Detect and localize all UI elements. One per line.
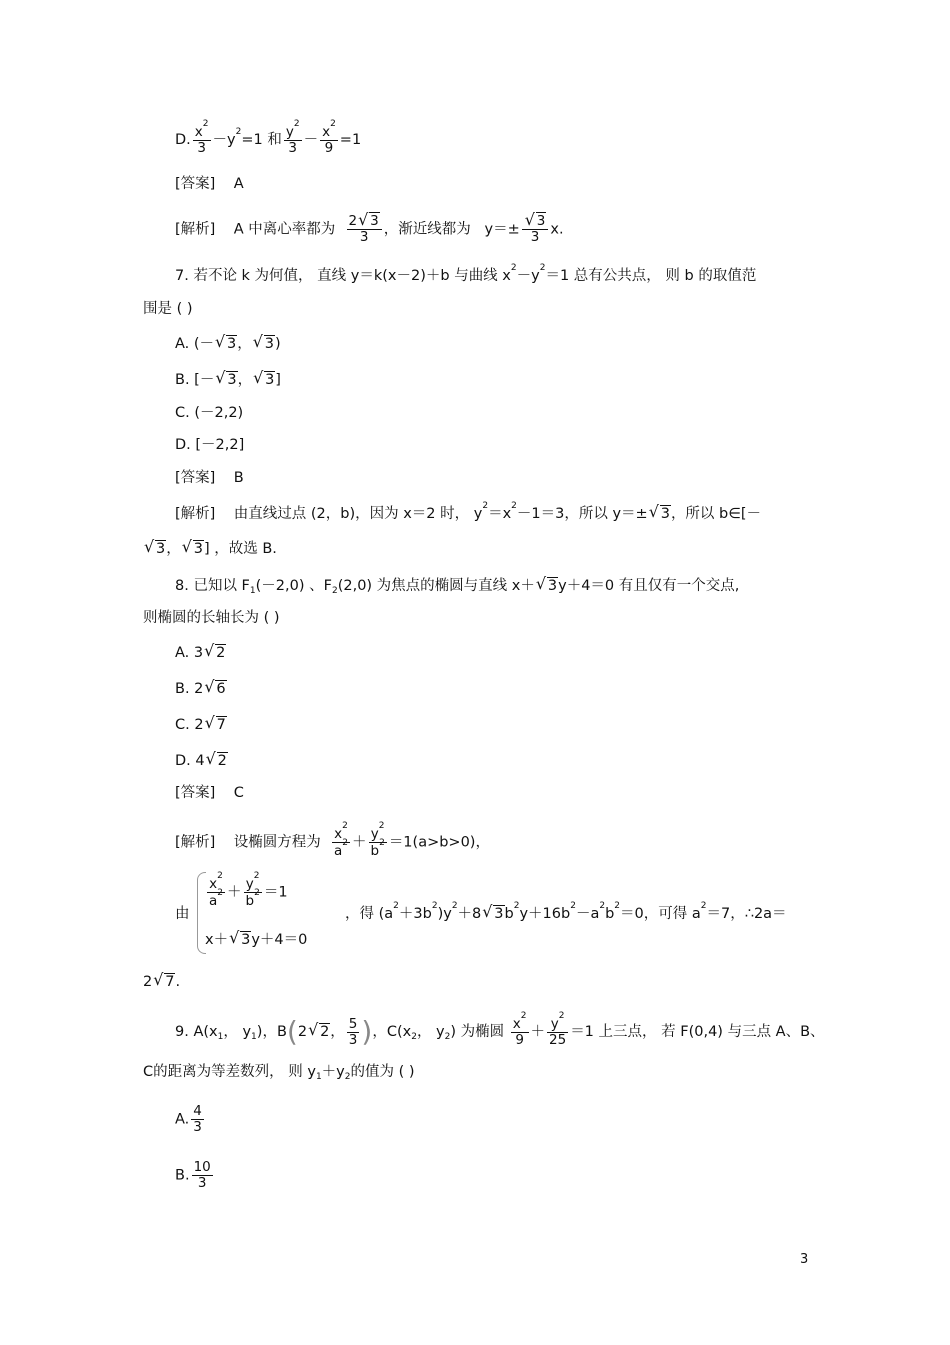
q8-analysis-line1: [解析] 设椭圆方程为 $\frac{x^2}{a^2}$ ＋ $\frac{y^2}{b^2}$ ＝1(a>b>0)，	[175, 821, 490, 859]
q7-analysis-line2: √ 3，√ 3] ，故选 B.	[143, 539, 277, 559]
q7-answer: [答案] B	[175, 470, 244, 486]
q9-stem-line2: C的距离为等差数列， 则 $y_1+y_2$的值为 ( )	[143, 1064, 415, 1082]
q7-option-a: A. (－√ 3，√ 3)	[175, 334, 281, 354]
q7-option-c: C. (－2,2)	[175, 405, 244, 421]
q6-option-d: D. $\frac{x^2}{3}$ $-y^2=1$ 和 $\frac{y^2}{3}$ － $\frac{x^2}{9}$ =1	[175, 119, 362, 156]
q7-analysis-line1: [解析] 由直线过点 (2，b)，因为 x＝2 时， $y^2=x^2-1=3$，所以 y＝±√ 3，所以 b∈[－	[175, 504, 761, 524]
q8-analysis-result: ，得 $(a^2+3b^2)y^2+8√$ $3b^2y+16b^2-a^2b^2=0$，可得 $a^2=7$，∴2a＝	[345, 904, 787, 924]
q6-answer: [答案] A	[175, 176, 244, 192]
q8-stem-line1: 8. 已知以 $F_1(-2,0)$ 、$F_2(2,0)$ 为焦点的椭圆与直线 x＋√ 3y＋4＝0 有且仅有一个交点,	[175, 576, 739, 596]
q8-option-c: C. 2√ 7	[175, 715, 227, 735]
q9-option-a: A. $\frac{4}{3}$	[175, 1103, 202, 1135]
q8-stem-line2: 则椭圆的长轴长为 ( )	[143, 610, 280, 626]
q8-option-b: B. 2√ 6	[175, 679, 227, 699]
q8-analysis-you: 由	[175, 906, 190, 922]
q9-stem-line1: 9. $A(x_1$， $y_1$)，B(2√ 2， $\frac{5}{3}$ )，$C(x_2$， $y_2$) 为椭圆 $\frac{x^2}{9}$ ＋ $\frac{y^2}{25}$ ＝1 上三点， 若 F(0,4) 与三点 A、B、	[175, 1016, 825, 1048]
q6-analysis: [解析] A 中离心率都为 $\frac{2√ 3}{3}$ ，渐近线都为 y＝± √ $\frac{3}{3}$ x.	[175, 214, 564, 245]
page-number: 3	[800, 1252, 809, 1267]
q8-option-d: D. 4√ 2	[175, 751, 228, 771]
q9-option-b: B. $\frac{10}{3}$	[175, 1159, 211, 1191]
q7-option-b: B. [－√ 3，√ 3]	[175, 370, 281, 390]
q7-stem-line1: 7. 若不论 k 为何值， 直线 y＝k(x－2)＋b 与曲线 $x^2-y^2=1$ 总有公共点， 则 b 的取值范	[175, 263, 757, 284]
system-eq1: $\frac{x^2}{a^2}$ ＋ $\frac{y^2}{b^2}$ ＝1	[209, 871, 288, 909]
q8-answer: [答案] C	[175, 785, 244, 801]
q7-stem-line2: 围是 ( )	[143, 301, 193, 317]
q7-option-d: D. [－2,2]	[175, 437, 245, 453]
q8-option-a: A. 3√ 2	[175, 643, 226, 663]
q8-analysis-final: 2√ 7.	[143, 972, 180, 992]
system-eq2: x＋√ 3y＋4＝0	[205, 930, 307, 950]
